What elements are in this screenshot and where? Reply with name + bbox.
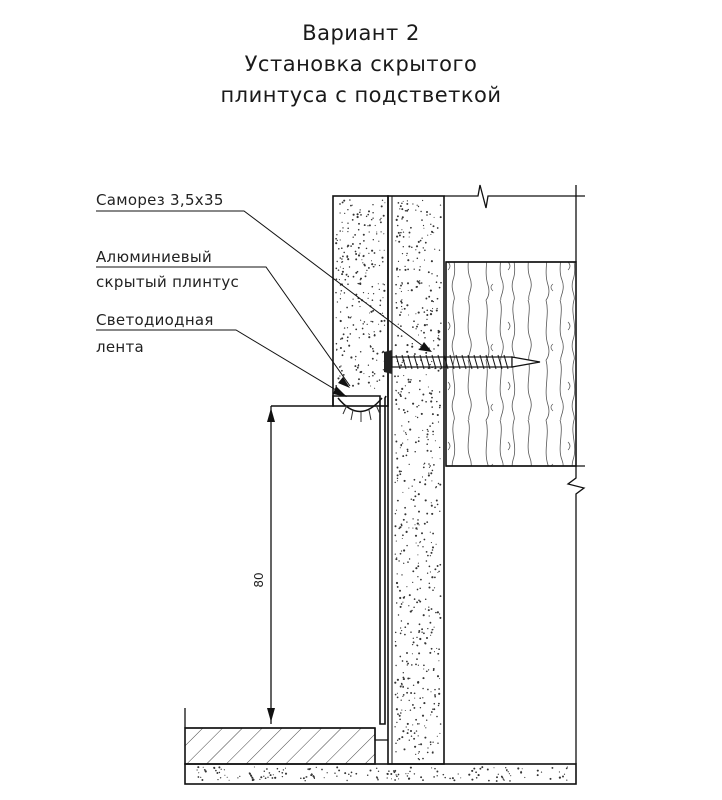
leader-lines <box>96 211 428 396</box>
plasterboard-layer-1 <box>335 199 386 389</box>
plasterboard-outer <box>333 196 388 406</box>
timber-stud <box>446 262 576 466</box>
plasterboard-layer-2 <box>394 200 442 760</box>
label-screw: Саморез 3,5x35 <box>96 191 224 209</box>
floor-finish <box>185 728 375 764</box>
dimension-value: 80 <box>252 572 266 588</box>
break-line-top <box>444 185 585 208</box>
title-line-2: Установка скрытого <box>244 52 478 76</box>
label-baseboard-2: скрытый плинтус <box>96 273 240 291</box>
break-line-right <box>568 466 584 764</box>
title-line-3: плинтуса с подстветкой <box>220 83 502 107</box>
label-baseboard-1: Алюминиевый <box>96 248 213 266</box>
label-led-1: Светодиодная <box>96 311 214 329</box>
label-led-2: лента <box>96 338 145 356</box>
title-variant: Вариант 2 <box>302 21 420 45</box>
aluminium-profile <box>271 396 386 724</box>
plasterboard-inner <box>388 196 444 764</box>
floor-screed <box>197 766 568 782</box>
